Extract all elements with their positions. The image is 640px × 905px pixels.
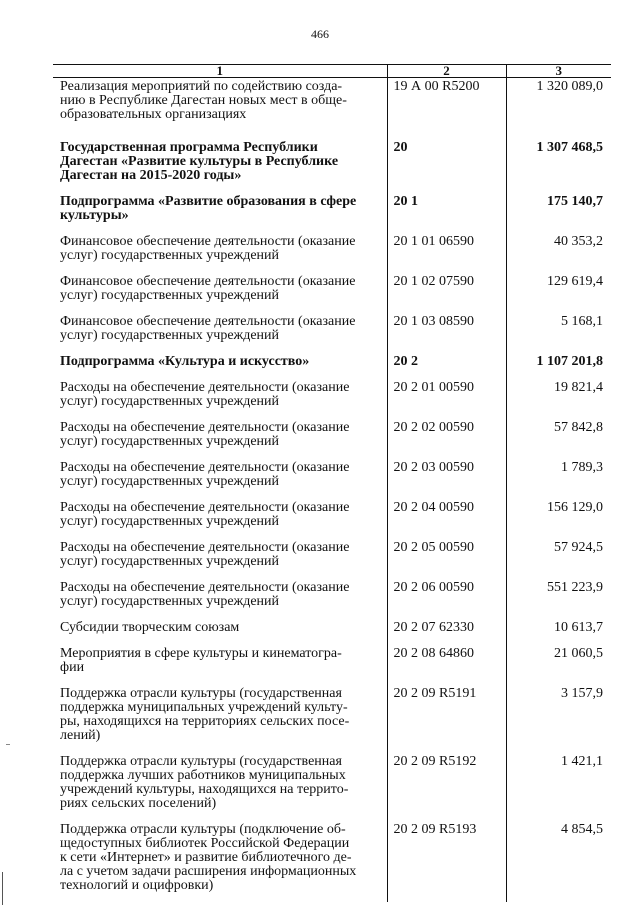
row-name: Расходы на обеспечение деятельности (оказание услуг) государственных учреждений [60,540,350,569]
row-amount: 1 320 089,0 [506,78,611,132]
table-body [53,78,611,903]
row-amount: 551 223,9 [506,578,611,618]
header-row [53,65,611,78]
row-name: Финансовое обеспечение деятельности (оказание услуг) государственных учреждений [60,274,356,303]
row-amount: 57 924,5 [506,538,611,578]
table-row [53,644,611,684]
row-amount: 4 854,5 [506,820,611,902]
row-name: Реализация мероприятий по содействию созда- нию в Республике Дагестан новых мест в обще- образовательных организациях [60,79,347,122]
row-code: 20 2 05 00590 [387,538,506,578]
column-header-amount: 3 [506,65,611,78]
table-row [53,578,611,618]
row-amount: 57 842,8 [506,418,611,458]
page-number: 466 [311,27,329,41]
row-code: 20 [387,131,506,192]
column-header-name: 1 [53,65,387,78]
table-row [53,78,611,132]
table-row [53,752,611,820]
row-code: 19 А 00 R5200 [387,78,506,132]
row-code: 20 2 09 R5192 [387,752,506,820]
table-row [53,352,611,378]
table-row [53,312,611,352]
row-name: Поддержка отрасли культуры (подключение об- щедоступных библиотек Российской Федерации к сети «Интернет» и развитие библиотечного де- ла с учетом задачи расширения информационных технологий и оцифровки) [60,822,357,893]
table-row [53,538,611,578]
column-header-code: 2 [387,65,506,78]
row-name: Поддержка отрасли культуры (государственная поддержка лучших работников муниципальных учреждений культуры, находящихся на террито- риях сельских поселений) [60,754,349,811]
table-row [53,418,611,458]
row-name: Подпрограмма «Культура и искусство» [60,354,310,369]
row-name: Финансовое обеспечение деятельности (оказание услуг) государственных учреждений [60,234,356,263]
row-amount: 1 421,1 [506,752,611,820]
row-code: 20 1 03 08590 [387,312,506,352]
table-row [53,618,611,644]
table-row [53,272,611,312]
row-name: Подпрограмма «Развитие образования в сфере культуры» [60,194,357,223]
row-name: Государственная программа Республики Дагестан «Развитие культуры в Республике Дагестан на 2015-2020 годы» [60,140,339,183]
row-code: 20 2 09 R5191 [387,684,506,752]
row-code: 20 2 06 00590 [387,578,506,618]
row-amount: 175 140,7 [506,192,611,232]
row-amount: 129 619,4 [506,272,611,312]
table-row [53,458,611,498]
row-amount: 21 060,5 [506,644,611,684]
row-code: 20 2 04 00590 [387,498,506,538]
row-amount: 156 129,0 [506,498,611,538]
row-name: Расходы на обеспечение деятельности (оказание услуг) государственных учреждений [60,380,350,409]
table-row [53,684,611,752]
row-code: 20 2 08 64860 [387,644,506,684]
row-code: 20 1 02 07590 [387,272,506,312]
table-row [53,192,611,232]
row-code: 20 2 01 00590 [387,378,506,418]
row-amount: 3 157,9 [506,684,611,752]
row-name: Мероприятия в сфере культуры и кинематогра- фии [60,646,342,675]
row-name: Финансовое обеспечение деятельности (оказание услуг) государственных учреждений [60,314,356,343]
row-code: 20 2 [387,352,506,378]
row-code: 20 1 [387,192,506,232]
row-code: 20 2 03 00590 [387,458,506,498]
row-amount: 1 789,3 [506,458,611,498]
row-name: Расходы на обеспечение деятельности (оказание услуг) государственных учреждений [60,580,350,609]
row-name: Поддержка отрасли культуры (государственная поддержка муниципальных учреждений культу- ры, находящихся на территориях сельских посе- лений) [60,686,350,743]
row-name: Расходы на обеспечение деятельности (оказание услуг) государственных учреждений [60,500,350,529]
table-row [53,378,611,418]
table-row [53,498,611,538]
margin-line [2,872,3,905]
row-amount: 40 353,2 [506,232,611,272]
row-name: Субсидии творческим союзам [60,620,240,635]
row-amount: 10 613,7 [506,618,611,644]
table-row [53,232,611,272]
row-amount: 1 107 201,8 [506,352,611,378]
row-code: 20 2 07 62330 [387,618,506,644]
row-amount: 5 168,1 [506,312,611,352]
table-row [53,820,611,902]
row-code: 20 1 01 06590 [387,232,506,272]
row-name: Расходы на обеспечение деятельности (оказание услуг) государственных учреждений [60,420,350,449]
row-code: 20 2 09 R5193 [387,820,506,902]
margin-mark [6,744,10,745]
row-amount: 19 821,4 [506,378,611,418]
row-amount: 1 307 468,5 [506,131,611,192]
budget-table [53,64,611,902]
row-code: 20 2 02 00590 [387,418,506,458]
table-row [53,131,611,192]
row-name: Расходы на обеспечение деятельности (оказание услуг) государственных учреждений [60,460,350,489]
